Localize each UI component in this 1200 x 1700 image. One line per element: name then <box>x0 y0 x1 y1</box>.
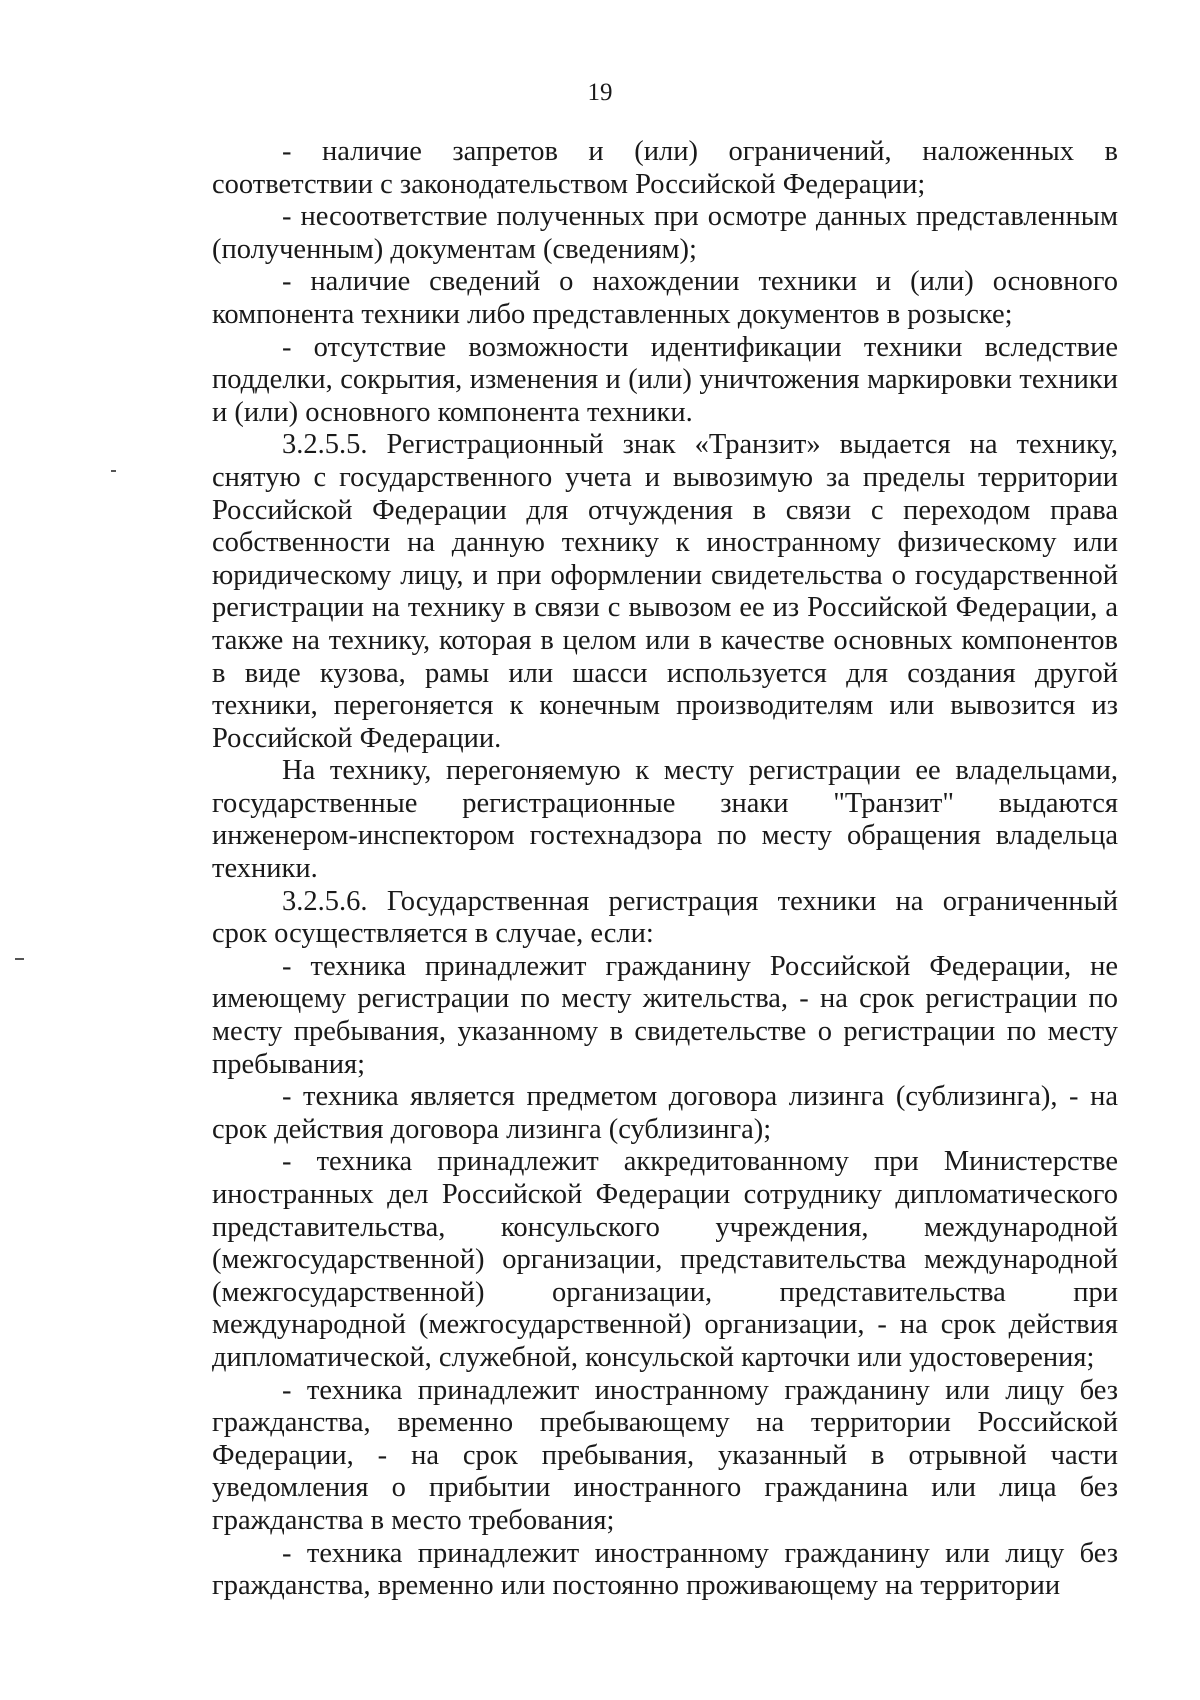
paragraph-3-2-5-6: 3.2.5.6. Государственная регистрация техники на ограниченный срок осуществляется в случае, если: <box>212 885 1118 950</box>
scan-mark <box>111 470 116 472</box>
paragraph-diplomatic: - техника принадлежит аккредитованному при Министерстве иностранных дел Российской Федерации сотруднику дипломатического представительства, консульского учреждения, международной (межгосударственной) организации, представительства международной (межгосударственной) организации, представительства при международной (межгосударственной) организации, - на срок действия дипломатической, служебной, консульской карточки или удостоверения; <box>212 1146 1118 1373</box>
scan-mark <box>15 958 24 960</box>
document-body <box>212 136 1118 1603</box>
paragraph-ban-restrictions: - наличие запретов и (или) ограничений, наложенных в соответствии с законодательством Российской Федерации; <box>212 136 1118 200</box>
paragraph-identification: - отсутствие возможности идентификации техники вследствие подделки, сокрытия, изменения и (или) уничтожения маркировки техники и (или) основного компонента техники. <box>212 331 1118 428</box>
page-number: 19 <box>587 79 613 106</box>
paragraph-citizen-no-residence: - техника принадлежит гражданину Российской Федерации, не имеющему регистрации по месту жительства, - на срок регистрации по месту пребывания, указанному в свидетельстве о регистрации по месту пребывания; <box>212 950 1118 1080</box>
paragraph-foreign-temporary-stay: - техника принадлежит иностранному гражданину или лицу без гражданства, временно пребывающему на территории Российской Федерации, - на срок пребывания, указанный в отрывной части уведомления о прибытии иностранного гражданина или лица без гражданства в место требования; <box>212 1374 1118 1536</box>
paragraph-wanted-list: - наличие сведений о нахождении техники и (или) основного компонента техники либо представленных документов в розыске; <box>212 266 1118 330</box>
paragraph-foreign-residence: - техника принадлежит иностранному гражданину или лицу без гражданства, временно или постоянно проживающему на территории <box>212 1537 1118 1602</box>
paragraph-transit-plates: На технику, перегоняемую к месту регистрации ее владельцами, государственные регистрационные знаки "Транзит" выдаются инженером-инспектором гостехнадзора по месту обращения владельца техники. <box>212 755 1118 885</box>
paragraph-3-2-5-5: 3.2.5.5. Регистрационный знак «Транзит» выдается на технику, снятую с государственного учета и вывозимую за пределы территории Российской Федерации для отчуждения в связи с переходом права собственности на данную технику к иностранному физическому или юридическому лицу, и при оформлении свидетельства о государственной регистрации на технику в связи с вывозом ее из Российской Федерации, а также на технику, которая в целом или в качестве основных компонентов в виде кузова, рамы или шасси используется для создания другой техники, перегоняется к конечным производителям или вывозится из Российской Федерации. <box>212 429 1118 754</box>
paragraph-data-mismatch: - несоответствие полученных при осмотре данных представленным (полученным) документам (сведениям); <box>212 201 1118 265</box>
paragraph-leasing: - техника является предметом договора лизинга (сублизинга), - на срок действия договора лизинга (сублизинга); <box>212 1081 1118 1145</box>
